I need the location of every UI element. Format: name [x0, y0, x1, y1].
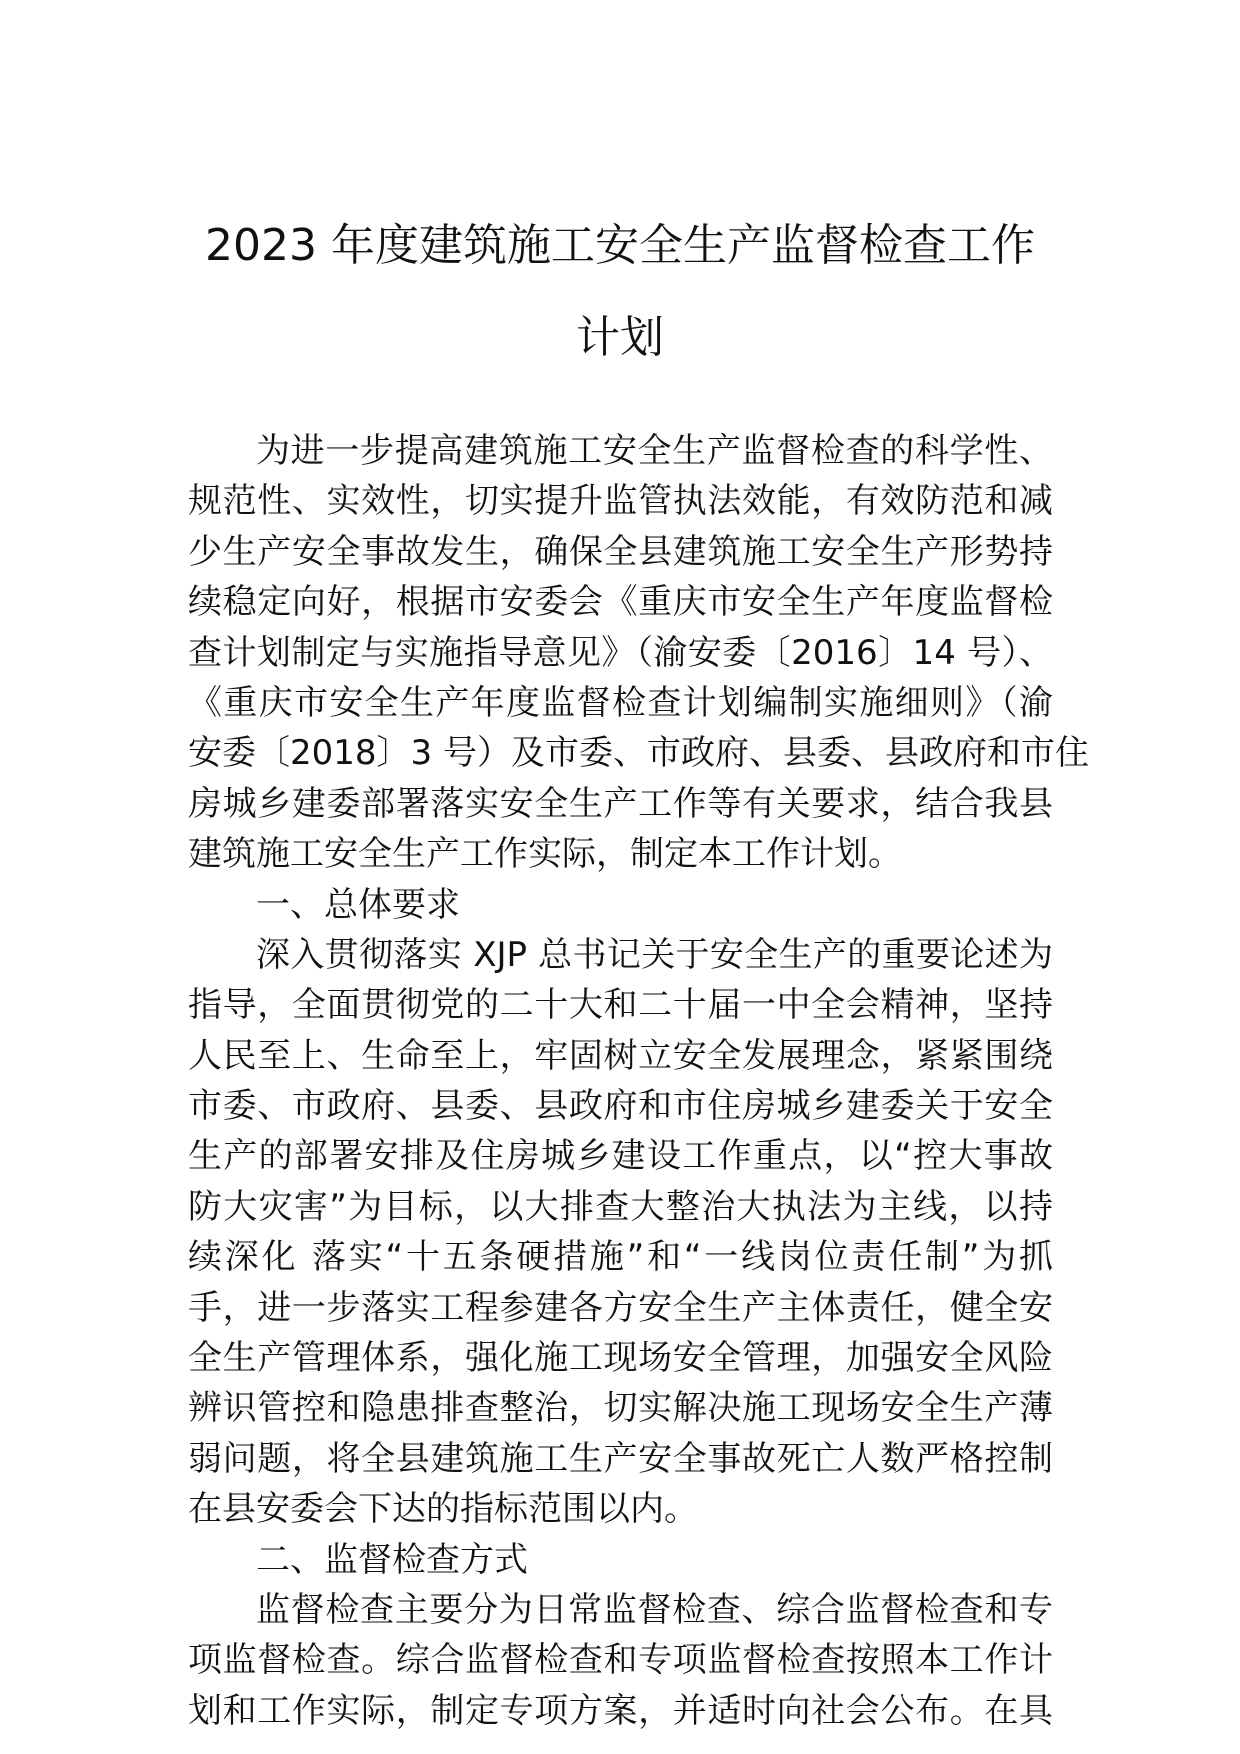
paragraph-line: 指导，全面贯彻党的二十大和二十届一中全会精神，坚持: [188, 985, 1053, 1026]
paragraph-line: 防大灾害”为目标，以大排查大整治大执法为主线，以持: [188, 1186, 1053, 1227]
paragraph-line: 弱问题，将全县建筑施工生产安全事故死亡人数严格控制: [188, 1438, 1053, 1479]
paragraph-line: 查计划制定与实施指导意见》（渝安委〔2016〕14 号）、: [188, 632, 1053, 673]
paragraph-line: 人民至上、生命至上，牢固树立安全发展理念，紧紧围绕: [188, 1035, 1053, 1076]
paragraph-line: 房城乡建委部署落实安全生产工作等有关要求，结合我县: [188, 783, 1053, 824]
section-heading: 一、总体要求: [256, 884, 460, 925]
section-heading: 二、监督检查方式: [256, 1539, 528, 1580]
paragraph-line: 划和工作实际，制定专项方案，并适时向社会公布。在具: [188, 1690, 1053, 1731]
paragraph-line: 为进一步提高建筑施工安全生产监督检查的科学性、: [256, 431, 1053, 471]
paragraph-line: 在县安委会下达的指标范围以内。: [188, 1489, 698, 1530]
document-title-line-2: 计划: [576, 312, 664, 363]
paragraph-line: 市委、市政府、县委、县政府和市住房城乡建委关于安全: [188, 1086, 1053, 1127]
paragraph-line: 全生产管理体系，强化施工现场安全管理，加强安全风险: [188, 1338, 1053, 1379]
paragraph-line: 续稳定向好，根据市安委会《重庆市安全生产年度监督检: [188, 582, 1053, 623]
paragraph-line: 续深化 落实“十五条硬措施”和“一线岗位责任制”为抓: [188, 1237, 1053, 1278]
document-title-line-1: 2023 年度建筑施工安全生产监督检查工作: [205, 220, 1035, 271]
paragraph-line: 监督检查主要分为日常监督检查、综合监督检查和专: [256, 1589, 1053, 1630]
paragraph-line: 少生产安全事故发生，确保全县建筑施工安全生产形势持: [188, 531, 1053, 572]
paragraph-line: 规范性、实效性，切实提升监管执法效能，有效防范和减: [188, 481, 1053, 522]
paragraph-line: 生产的部署安排及住房城乡建设工作重点，以“控大事故: [188, 1136, 1053, 1177]
document-body: [188, 426, 1089, 1736]
paragraph-line: 辨识管控和隐患排查整治，切实解决施工现场安全生产薄: [188, 1388, 1053, 1429]
paragraph-line: 项监督检查。综合监督检查和专项监督检查按照本工作计: [188, 1640, 1053, 1681]
paragraph-line: 建筑施工安全生产工作实际，制定本工作计划。: [188, 834, 902, 875]
paragraph-line: 深入贯彻落实 XJP 总书记关于安全生产的重要论述为: [256, 934, 1053, 975]
paragraph-line: 安委〔2018〕3 号）及市委、市政府、县委、县政府和市住: [188, 733, 1089, 774]
paragraph-line: 手，进一步落实工程参建各方安全生产主体责任，健全安: [188, 1287, 1053, 1328]
paragraph-line: 《重庆市安全生产年度监督检查计划编制实施细则》（渝: [188, 682, 1053, 723]
